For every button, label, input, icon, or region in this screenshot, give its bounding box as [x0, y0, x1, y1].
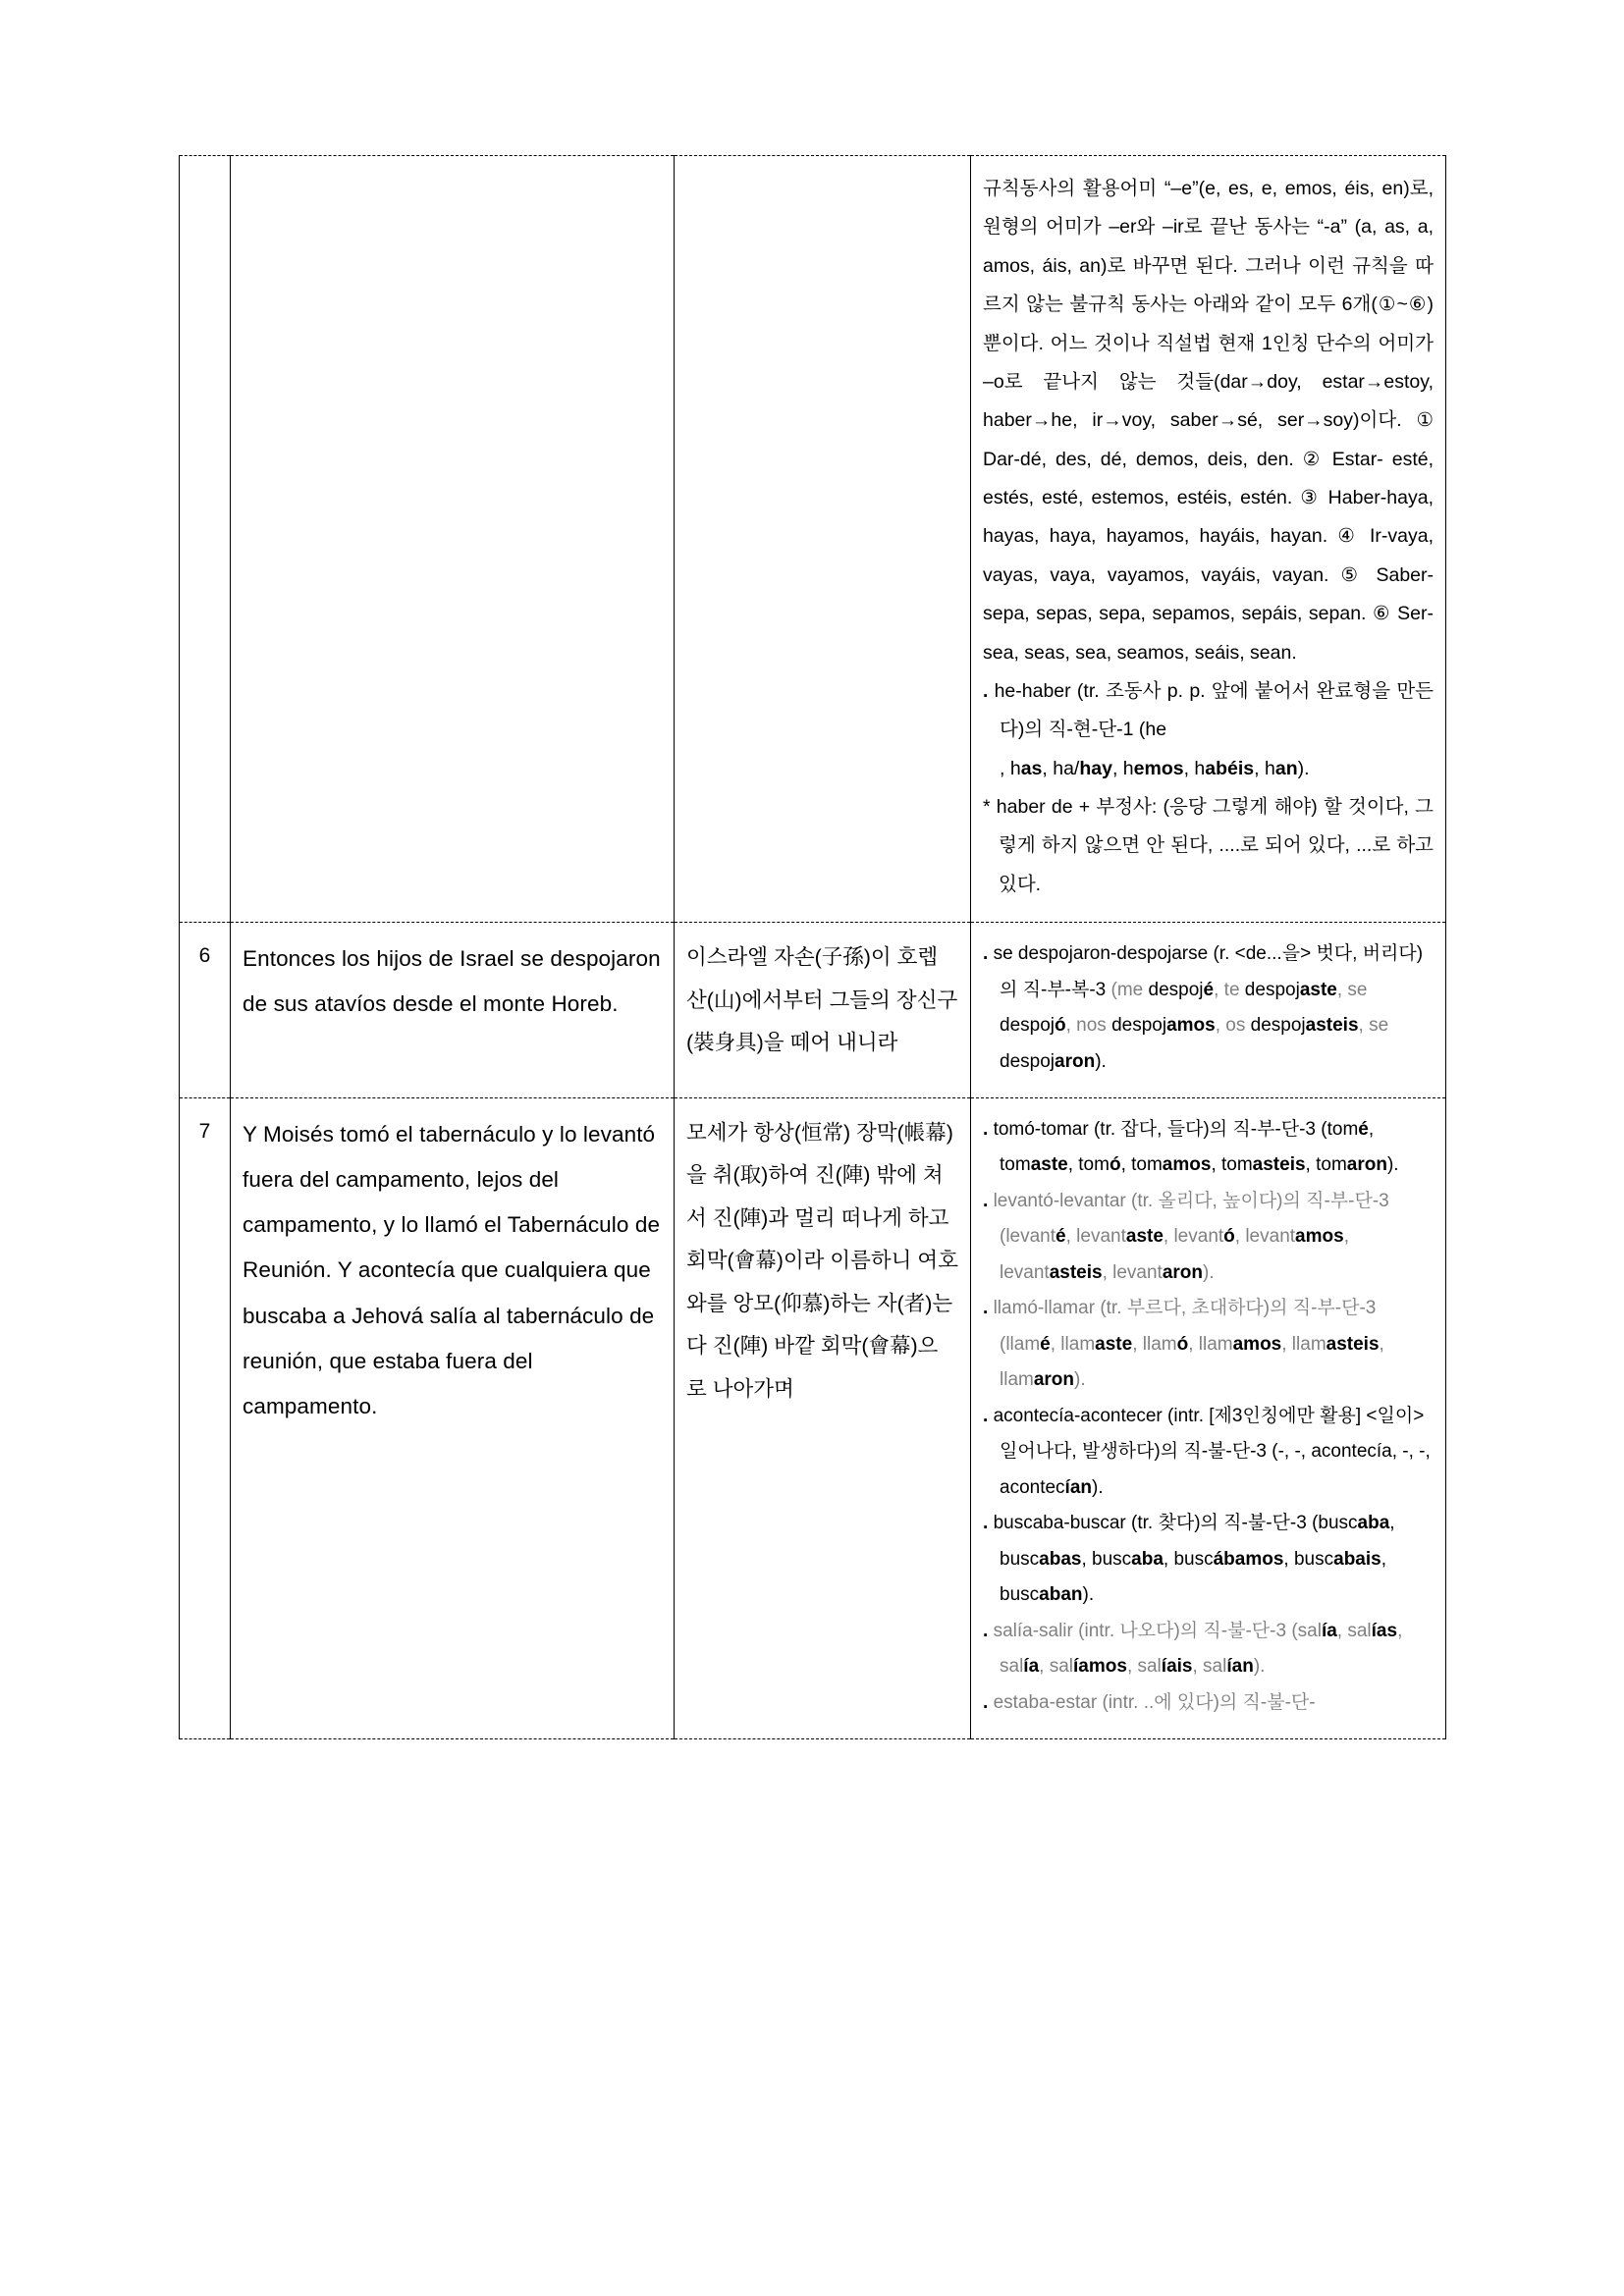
verse-number-cell: [180, 156, 231, 923]
note-gloss: (r. <de...을> 벗다, 버리다)의 직-부-복-3: [1000, 943, 1424, 1000]
note-lemma: estaba-estar: [993, 1691, 1098, 1713]
note-gloss: (intr. 나오다)의 직-불-단-3: [1078, 1620, 1287, 1641]
note-conjugation: (salía, salías, salía, salíamos, salíais, salían).: [1000, 1620, 1403, 1678]
bullet-icon: .: [983, 1620, 989, 1641]
verse-grammar-table: [179, 155, 1446, 1739]
note-conjugation: (tomé, tomaste, tomó, tomamos, tomasteis, tomaron).: [1000, 1119, 1399, 1176]
list-item: [983, 1112, 1434, 1184]
note-conjugation: (me despojé, te despojaste, se despojó, nos despojamos, os despojasteis, se despojaron).: [1000, 979, 1389, 1072]
note-lemma: se despojaron-despojarse: [993, 943, 1209, 965]
note-gloss: (tr. 올리다, 높이다)의 직-부-단-3: [1131, 1190, 1389, 1211]
bullet-icon: .: [983, 680, 989, 702]
table-row: [180, 923, 1446, 1098]
verse-number-cell: 7: [180, 1098, 231, 1739]
haber-conjugation: e: [1156, 719, 1167, 741]
note-lemma: salía-salir: [993, 1620, 1073, 1641]
note-entry-haber: [983, 672, 1434, 750]
korean-text-cell: [675, 156, 971, 923]
note-gloss: (tr. 부르다, 초대하다)의 직-부-단-3: [1100, 1298, 1377, 1319]
note-lemma: llamó-llamar: [993, 1298, 1096, 1319]
note-gloss: (tr. 찾다)의 직-불-단-3: [1131, 1513, 1307, 1534]
note-gloss: (intr. ..에 있다)의 직-불-단-: [1102, 1691, 1316, 1713]
note-gloss: (tr. 잡다, 들다)의 직-부-단-3: [1093, 1119, 1316, 1140]
note-lemma: buscaba-buscar: [993, 1513, 1126, 1534]
bullet-icon: .: [983, 1298, 989, 1319]
bullet-icon: .: [983, 1405, 989, 1426]
haber-conj-rest: , has, ha/hay, hemos, habéis, han).: [1000, 757, 1310, 779]
grammar-notes-cell: [971, 923, 1446, 1098]
spanish-text-cell: Y Moisés tomó el tabernáculo y lo levantó fuera del campamento, lejos del campamento, y lo llamó el Tabernáculo de Reunión. Y acontecía que cualquiera que buscaba a Jehová salía al tabernáculo de reunión, que estaba fuera del campamento.: [231, 1098, 675, 1739]
haber-head: he-haber (tr. 조동사 p. p. 앞에 붙어서 완료형을 만든다)의 직-현-단-1 (h: [994, 679, 1434, 741]
note-conjugation: (levanté, levantaste, levantó, levantamos, levantasteis, levantaron).: [1000, 1226, 1349, 1283]
table-row: [180, 1098, 1446, 1739]
verse-number-cell: 6: [180, 923, 231, 1098]
note-lemma: tomó-tomar: [993, 1119, 1089, 1140]
note-conjugation: (buscaba, buscabas, buscaba, buscábamos, buscabais, buscaban).: [1000, 1513, 1395, 1606]
list-item: [983, 1614, 1434, 1685]
note-entry-haber-cont: [983, 750, 1434, 788]
table-row: [180, 156, 1446, 923]
grammar-notes-cell: [971, 156, 1446, 923]
korean-text-cell: 이스라엘 자손(子孫)이 호렙 산(山)에서부터 그들의 장신구(裝身具)을 떼어 내니라: [675, 923, 971, 1098]
bullet-icon: .: [983, 943, 989, 965]
bullet-icon: .: [983, 1190, 989, 1211]
list-item: [983, 1184, 1434, 1291]
list-item: [983, 1506, 1434, 1613]
note-conjugation: (llamé, llamaste, llamó, llamamos, llamasteis, llamaron).: [1000, 1333, 1384, 1391]
note-entry-haber-de: * haber de + 부정사: (응당 그렇게 해야) 할 것이다, 그렇게 하지 않으면 안 된다, ....로 되어 있다, ...로 하고 있다.: [983, 796, 1434, 895]
note-lemma: acontecía-acontecer: [993, 1405, 1163, 1426]
note-lemma: levantó-levantar: [993, 1190, 1126, 1211]
list-item: [983, 936, 1434, 1080]
bullet-icon: .: [983, 1513, 989, 1534]
grammar-rule-paragraph: 규칙동사의 활용어미 “–e”(e, es, e, emos, éis, en)로, 원형의 어미가 –er와 –ir로 끝난 동사는 “-a” (a, as, a, amos, áis, an)로 바꾸면 된다. 그러나 이런 규칙을 따르지 않는 불규칙 동사는 아래와 같이 모두 6개(①~⑥) 뿐이다. 어느 것이나 직설법 현재 1인칭 단수의 어미가 –o로 끝나지 않는 것들(dar→doy, estar→estoy, haber→he, ir→voy, saber→sé, ser→soy)이다. ① Dar-dé, des, dé, demos, deis, den. ② Estar- esté, estés, esté, estemos, estéis, estén. ③ Haber-haya, hayas, haya, hayamos, hayáis, hayan. ④ Ir-vaya, vayas, vaya, vayamos, vayáis, vayan. ⑤ Saber-sepa, sepas, sepa, sepamos, sepáis, sepan. ⑥ Ser- sea, seas, sea, seamos, seáis, sean.: [983, 178, 1434, 664]
list-item: [983, 1685, 1434, 1721]
bullet-icon: .: [983, 1119, 989, 1140]
note-gloss: (intr. [제3인칭에만 활용] <일이>일어나다, 발생하다)의 직-불-단-3: [1000, 1405, 1425, 1463]
bullet-icon: .: [983, 1691, 989, 1713]
list-item: [983, 1291, 1434, 1398]
korean-text-cell: 모세가 항상(恒常) 장막(帳幕)을 취(取)하여 진(陣) 밖에 쳐서 진(陣)과 멀리 떠나게 하고 회막(會幕)이라 이름하니 여호와를 앙모(仰慕)하는 자(者)는 다 진(陣) 바깥 회막(會幕)으로 나아가며: [675, 1098, 971, 1739]
spanish-text-cell: [231, 156, 675, 923]
list-item: [983, 1399, 1434, 1506]
grammar-notes-cell: [971, 1098, 1446, 1739]
note-conjugation: (-, -, acontecía, -, -, acontecían).: [1000, 1441, 1431, 1498]
spanish-text-cell: Entonces los hijos de Israel se despojaron de sus atavíos desde el monte Horeb.: [231, 923, 675, 1098]
